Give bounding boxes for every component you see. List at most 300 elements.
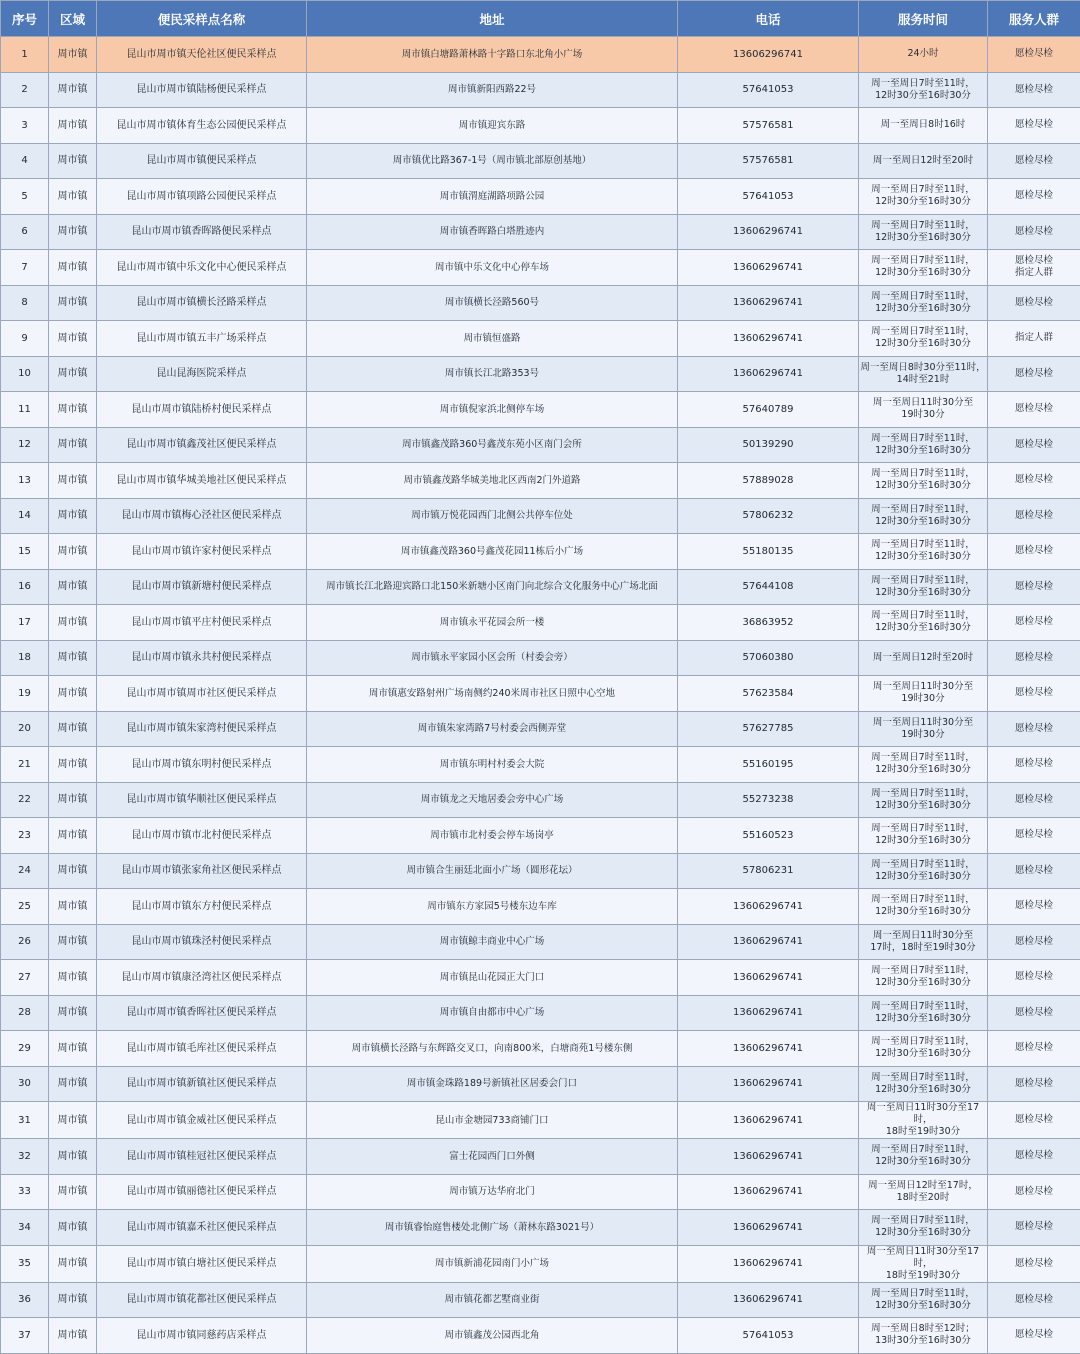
table-row xyxy=(1,1031,1080,1067)
cell-address: 周市镇鑫茂路360号鑫茂花园11栋后小广场 xyxy=(307,534,678,570)
cell-service-hours: 周一至周日7时至11时， 12时30分至16时30分 xyxy=(859,72,988,108)
cell-service-hours: 周一至周日7时至11时， 12时30分至16时30分 xyxy=(859,250,988,286)
cell-address: 昆山市金塘园733商铺门口 xyxy=(307,1102,678,1139)
cell-index: 8 xyxy=(1,285,49,321)
cell-service-group: 愿检尽检 xyxy=(988,1066,1080,1102)
cell-service-group: 愿检尽检 xyxy=(988,569,1080,605)
cell-service-hours: 周一至周日7时至11时， 12时30分至16时30分 xyxy=(859,1031,988,1067)
cell-address: 周市镇香晖路白塔胜迹内 xyxy=(307,214,678,250)
cell-area: 周市镇 xyxy=(49,960,97,996)
cell-phone: 57576581 xyxy=(678,108,859,144)
cell-area: 周市镇 xyxy=(49,321,97,357)
header-service-hours: 服务时间 xyxy=(859,1,988,37)
cell-area: 周市镇 xyxy=(49,889,97,925)
table-row xyxy=(1,179,1080,215)
cell-service-group: 愿检尽检 xyxy=(988,1031,1080,1067)
cell-phone: 13606296741 xyxy=(678,924,859,960)
cell-index: 17 xyxy=(1,605,49,641)
cell-area: 周市镇 xyxy=(49,463,97,499)
cell-service-hours: 周一至周日7时至11时， 12时30分至16时30分 xyxy=(859,1282,988,1318)
cell-service-group: 愿检尽检 指定人群 xyxy=(988,250,1080,286)
cell-index: 35 xyxy=(1,1245,49,1282)
cell-index: 14 xyxy=(1,498,49,534)
cell-phone: 57576581 xyxy=(678,143,859,179)
cell-index: 28 xyxy=(1,995,49,1031)
table-row xyxy=(1,1139,1080,1175)
table-row xyxy=(1,427,1080,463)
table-row xyxy=(1,108,1080,144)
table-row xyxy=(1,498,1080,534)
cell-service-group: 愿检尽检 xyxy=(988,747,1080,783)
cell-service-group: 愿检尽检 xyxy=(988,924,1080,960)
cell-index: 36 xyxy=(1,1282,49,1318)
cell-service-hours: 周一至周日7时至11时， 12时30分至16时30分 xyxy=(859,889,988,925)
cell-service-group: 愿检尽检 xyxy=(988,676,1080,712)
cell-address: 周市镇花都艺墅商业街 xyxy=(307,1282,678,1318)
cell-index: 23 xyxy=(1,818,49,854)
cell-site-name: 昆山市周市镇同慈药店采样点 xyxy=(97,1318,307,1354)
cell-phone: 55160523 xyxy=(678,818,859,854)
cell-index: 30 xyxy=(1,1066,49,1102)
cell-address: 周市镇鲸丰商业中心广场 xyxy=(307,924,678,960)
cell-index: 16 xyxy=(1,569,49,605)
table-row xyxy=(1,569,1080,605)
cell-address: 周市镇横长泾路560号 xyxy=(307,285,678,321)
cell-service-hours: 周一至周日11时30分至 19时30分 xyxy=(859,392,988,428)
cell-address: 周市镇永平花园会所一楼 xyxy=(307,605,678,641)
cell-site-name: 昆山市周市镇东明村便民采样点 xyxy=(97,747,307,783)
cell-service-hours: 周一至周日7时至11时， 12时30分至16时30分 xyxy=(859,782,988,818)
cell-address: 周市镇新阳西路22号 xyxy=(307,72,678,108)
cell-address: 周市镇合生丽廷北面小广场（圆形花坛） xyxy=(307,853,678,889)
table-row xyxy=(1,1282,1080,1318)
cell-phone: 13606296741 xyxy=(678,889,859,925)
cell-service-hours: 周一至周日7时至11时， 12时30分至16时30分 xyxy=(859,214,988,250)
cell-site-name: 昆山市周市镇香晖社区便民采样点 xyxy=(97,995,307,1031)
cell-index: 9 xyxy=(1,321,49,357)
table-row xyxy=(1,995,1080,1031)
cell-site-name: 昆山市周市镇华顺社区便民采样点 xyxy=(97,782,307,818)
cell-phone: 13606296741 xyxy=(678,250,859,286)
table-row xyxy=(1,321,1080,357)
cell-area: 周市镇 xyxy=(49,356,97,392)
cell-service-hours: 周一至周日7时至11时， 12时30分至16时30分 xyxy=(859,1139,988,1175)
cell-service-hours: 周一至周日7时至11时， 12时30分至16时30分 xyxy=(859,853,988,889)
cell-service-group: 愿检尽检 xyxy=(988,1139,1080,1175)
cell-area: 周市镇 xyxy=(49,853,97,889)
cell-index: 27 xyxy=(1,960,49,996)
cell-site-name: 昆山市周市镇中乐文化中心便民采样点 xyxy=(97,250,307,286)
cell-area: 周市镇 xyxy=(49,1066,97,1102)
cell-index: 11 xyxy=(1,392,49,428)
cell-service-hours: 周一至周日8时16时 xyxy=(859,108,988,144)
cell-service-hours: 周一至周日11时30分至17时， 18时至19时30分 xyxy=(859,1245,988,1282)
cell-service-group: 愿检尽检 xyxy=(988,995,1080,1031)
cell-area: 周市镇 xyxy=(49,1282,97,1318)
cell-site-name: 昆山市周市镇张家角社区便民采样点 xyxy=(97,853,307,889)
header-address: 地址 xyxy=(307,1,678,37)
cell-area: 周市镇 xyxy=(49,1102,97,1139)
table-row xyxy=(1,640,1080,676)
cell-phone: 57623584 xyxy=(678,676,859,712)
cell-site-name: 昆山市周市镇体育生态公园便民采样点 xyxy=(97,108,307,144)
cell-site-name: 昆山昆海医院采样点 xyxy=(97,356,307,392)
table-row xyxy=(1,250,1080,286)
cell-index: 12 xyxy=(1,427,49,463)
cell-service-group: 愿检尽检 xyxy=(988,427,1080,463)
cell-service-group: 愿检尽检 xyxy=(988,1174,1080,1210)
cell-area: 周市镇 xyxy=(49,179,97,215)
cell-index: 34 xyxy=(1,1210,49,1246)
cell-site-name: 昆山市周市镇香晖路便民采样点 xyxy=(97,214,307,250)
cell-area: 周市镇 xyxy=(49,285,97,321)
cell-area: 周市镇 xyxy=(49,924,97,960)
cell-index: 13 xyxy=(1,463,49,499)
cell-phone: 57060380 xyxy=(678,640,859,676)
table-row xyxy=(1,285,1080,321)
cell-index: 2 xyxy=(1,72,49,108)
cell-site-name: 昆山市周市镇珠泾村便民采样点 xyxy=(97,924,307,960)
cell-service-hours: 周一至周日7时至11时， 12时30分至16时30分 xyxy=(859,1210,988,1246)
cell-phone: 13606296741 xyxy=(678,285,859,321)
cell-address: 周市镇东明村村委会大院 xyxy=(307,747,678,783)
table-row xyxy=(1,356,1080,392)
cell-phone: 13606296741 xyxy=(678,1245,859,1282)
table-row xyxy=(1,747,1080,783)
table-row xyxy=(1,534,1080,570)
cell-phone: 13606296741 xyxy=(678,356,859,392)
cell-service-group: 愿检尽检 xyxy=(988,285,1080,321)
cell-service-hours: 周一至周日11时30分至 19时30分 xyxy=(859,676,988,712)
cell-address: 周市镇鑫茂路360号鑫茂东苑小区南门会所 xyxy=(307,427,678,463)
cell-service-hours: 周一至周日12时至20时 xyxy=(859,143,988,179)
cell-service-group: 愿检尽检 xyxy=(988,392,1080,428)
table-row xyxy=(1,214,1080,250)
cell-service-hours: 周一至周日7时至11时， 12时30分至16时30分 xyxy=(859,498,988,534)
cell-site-name: 昆山市周市镇周市社区便民采样点 xyxy=(97,676,307,712)
cell-address: 周市镇横长泾路与东辉路交叉口，向南800米，白塘商苑1号楼东侧 xyxy=(307,1031,678,1067)
cell-index: 1 xyxy=(1,37,49,73)
cell-address: 周市镇永平家园小区会所（村委会旁） xyxy=(307,640,678,676)
cell-site-name: 昆山市周市镇横长泾路采样点 xyxy=(97,285,307,321)
cell-service-hours: 周一至周日7时至11时， 12时30分至16时30分 xyxy=(859,605,988,641)
cell-area: 周市镇 xyxy=(49,427,97,463)
cell-service-group: 愿检尽检 xyxy=(988,498,1080,534)
cell-index: 6 xyxy=(1,214,49,250)
cell-service-hours: 周一至周日7时至11时， 12时30分至16时30分 xyxy=(859,179,988,215)
cell-site-name: 昆山市周市镇毛库社区便民采样点 xyxy=(97,1031,307,1067)
cell-service-hours: 周一至周日7时至11时， 12时30分至16时30分 xyxy=(859,463,988,499)
cell-phone: 13606296741 xyxy=(678,321,859,357)
cell-service-group: 愿检尽检 xyxy=(988,108,1080,144)
cell-site-name: 昆山市周市镇新镇社区便民采样点 xyxy=(97,1066,307,1102)
cell-phone: 57641053 xyxy=(678,72,859,108)
cell-site-name: 昆山市周市镇陆桥村便民采样点 xyxy=(97,392,307,428)
cell-service-hours: 周一至周日8时至12时； 13时30分至16时30分 xyxy=(859,1318,988,1354)
cell-address: 周市镇白塘路萧林路十字路口东北角小广场 xyxy=(307,37,678,73)
cell-area: 周市镇 xyxy=(49,392,97,428)
cell-address: 周市镇惠安路射州广场南侧约240米周市社区日照中心空地 xyxy=(307,676,678,712)
table-header-row xyxy=(1,1,1080,37)
header-phone: 电话 xyxy=(678,1,859,37)
cell-service-group: 愿检尽检 xyxy=(988,72,1080,108)
cell-index: 31 xyxy=(1,1102,49,1139)
cell-area: 周市镇 xyxy=(49,37,97,73)
cell-area: 周市镇 xyxy=(49,108,97,144)
cell-area: 周市镇 xyxy=(49,143,97,179)
cell-area: 周市镇 xyxy=(49,534,97,570)
cell-phone: 13606296741 xyxy=(678,1066,859,1102)
cell-site-name: 昆山市周市镇华城美地社区便民采样点 xyxy=(97,463,307,499)
cell-address: 周市镇朱家湾路7号村委会西侧弄堂 xyxy=(307,711,678,747)
cell-index: 19 xyxy=(1,676,49,712)
cell-service-hours: 周一至周日7时至11时， 12时30分至16时30分 xyxy=(859,960,988,996)
cell-area: 周市镇 xyxy=(49,1318,97,1354)
cell-index: 33 xyxy=(1,1174,49,1210)
cell-service-hours: 24小时 xyxy=(859,37,988,73)
cell-service-group: 指定人群 xyxy=(988,321,1080,357)
cell-index: 15 xyxy=(1,534,49,570)
cell-index: 7 xyxy=(1,250,49,286)
cell-service-group: 愿检尽检 xyxy=(988,889,1080,925)
cell-address: 周市镇睿怡庭售楼处北侧广场（萧林东路3021号） xyxy=(307,1210,678,1246)
cell-service-group: 愿检尽检 xyxy=(988,463,1080,499)
cell-site-name: 昆山市周市镇康泾湾社区便民采样点 xyxy=(97,960,307,996)
cell-service-hours: 周一至周日11时30分至17时， 18时至19时30分 xyxy=(859,1102,988,1139)
cell-area: 周市镇 xyxy=(49,1139,97,1175)
cell-area: 周市镇 xyxy=(49,711,97,747)
cell-service-group: 愿检尽检 xyxy=(988,960,1080,996)
cell-area: 周市镇 xyxy=(49,676,97,712)
cell-area: 周市镇 xyxy=(49,1031,97,1067)
table-row xyxy=(1,37,1080,73)
cell-phone: 57627785 xyxy=(678,711,859,747)
cell-site-name: 昆山市周市镇五丰广场采样点 xyxy=(97,321,307,357)
cell-service-hours: 周一至周日7时至11时， 12时30分至16时30分 xyxy=(859,747,988,783)
cell-phone: 13606296741 xyxy=(678,37,859,73)
table-row xyxy=(1,1245,1080,1282)
cell-service-hours: 周一至周日11时30分至 19时30分 xyxy=(859,711,988,747)
cell-service-hours: 周一至周日11时30分至 17时，18时至19时30分 xyxy=(859,924,988,960)
cell-address: 周市镇市北村委会停车场岗亭 xyxy=(307,818,678,854)
cell-area: 周市镇 xyxy=(49,569,97,605)
cell-service-group: 愿检尽检 xyxy=(988,1282,1080,1318)
cell-address: 周市镇恒盛路 xyxy=(307,321,678,357)
cell-address: 周市镇优比路367-1号（周市镇北部原创基地） xyxy=(307,143,678,179)
cell-address: 周市镇龙之天地居委会旁中心广场 xyxy=(307,782,678,818)
header-site-name: 便民采样点名称 xyxy=(97,1,307,37)
cell-service-group: 愿检尽检 xyxy=(988,37,1080,73)
cell-service-group: 愿检尽检 xyxy=(988,534,1080,570)
cell-service-group: 愿检尽检 xyxy=(988,1245,1080,1282)
cell-site-name: 昆山市周市镇东方村便民采样点 xyxy=(97,889,307,925)
cell-phone: 13606296741 xyxy=(678,960,859,996)
cell-index: 32 xyxy=(1,1139,49,1175)
table-row xyxy=(1,818,1080,854)
table-row xyxy=(1,143,1080,179)
cell-site-name: 昆山市周市镇朱家湾村便民采样点 xyxy=(97,711,307,747)
cell-phone: 13606296741 xyxy=(678,214,859,250)
table-row xyxy=(1,924,1080,960)
cell-address: 周市镇中乐文化中心停车场 xyxy=(307,250,678,286)
cell-index: 37 xyxy=(1,1318,49,1354)
cell-address: 周市镇长江北路353号 xyxy=(307,356,678,392)
table-row xyxy=(1,1174,1080,1210)
table-row xyxy=(1,960,1080,996)
cell-index: 25 xyxy=(1,889,49,925)
table-row xyxy=(1,853,1080,889)
cell-service-hours: 周一至周日7时至11时， 12时30分至16时30分 xyxy=(859,995,988,1031)
cell-area: 周市镇 xyxy=(49,72,97,108)
cell-index: 3 xyxy=(1,108,49,144)
table-row xyxy=(1,782,1080,818)
cell-site-name: 昆山市周市镇陆杨便民采样点 xyxy=(97,72,307,108)
cell-area: 周市镇 xyxy=(49,818,97,854)
cell-address: 周市镇迎宾东路 xyxy=(307,108,678,144)
table-row xyxy=(1,889,1080,925)
table-row xyxy=(1,711,1080,747)
cell-phone: 57889028 xyxy=(678,463,859,499)
cell-site-name: 昆山市周市镇梅心泾社区便民采样点 xyxy=(97,498,307,534)
cell-address: 周市镇东方家园5号楼东边车库 xyxy=(307,889,678,925)
cell-phone: 55180135 xyxy=(678,534,859,570)
cell-service-group: 愿检尽检 xyxy=(988,1102,1080,1139)
cell-phone: 13606296741 xyxy=(678,1282,859,1318)
cell-phone: 57641053 xyxy=(678,179,859,215)
cell-service-group: 愿检尽检 xyxy=(988,214,1080,250)
cell-phone: 57640789 xyxy=(678,392,859,428)
cell-service-group: 愿检尽检 xyxy=(988,1318,1080,1354)
cell-phone: 57641053 xyxy=(678,1318,859,1354)
cell-address: 周市镇昆山花园正大门口 xyxy=(307,960,678,996)
cell-phone: 13606296741 xyxy=(678,1174,859,1210)
cell-service-hours: 周一至周日7时至11时， 12时30分至16时30分 xyxy=(859,321,988,357)
cell-address: 周市镇鑫茂路华城美地北区西南2门外道路 xyxy=(307,463,678,499)
cell-address: 周市镇金珠路189号新镇社区居委会门口 xyxy=(307,1066,678,1102)
cell-phone: 55273238 xyxy=(678,782,859,818)
table-row xyxy=(1,1210,1080,1246)
cell-phone: 50139290 xyxy=(678,427,859,463)
cell-site-name: 昆山市周市镇天伦社区便民采样点 xyxy=(97,37,307,73)
cell-service-hours: 周一至周日7时至11时， 12时30分至16时30分 xyxy=(859,534,988,570)
cell-index: 5 xyxy=(1,179,49,215)
cell-site-name: 昆山市周市镇市北村便民采样点 xyxy=(97,818,307,854)
cell-service-hours: 周一至周日7时至11时， 12时30分至16时30分 xyxy=(859,285,988,321)
cell-site-name: 昆山市周市镇新塘村便民采样点 xyxy=(97,569,307,605)
cell-index: 10 xyxy=(1,356,49,392)
cell-address: 周市镇倪家浜北侧停车场 xyxy=(307,392,678,428)
cell-service-group: 愿检尽检 xyxy=(988,143,1080,179)
table-row xyxy=(1,1318,1080,1354)
cell-index: 22 xyxy=(1,782,49,818)
cell-area: 周市镇 xyxy=(49,214,97,250)
table-row xyxy=(1,1066,1080,1102)
cell-site-name: 昆山市周市镇鑫茂社区便民采样点 xyxy=(97,427,307,463)
header-service-group: 服务人群 xyxy=(988,1,1080,37)
cell-service-group: 愿检尽检 xyxy=(988,711,1080,747)
cell-address: 周市镇渭庭湖路项路公园 xyxy=(307,179,678,215)
cell-site-name: 昆山市周市镇便民采样点 xyxy=(97,143,307,179)
cell-phone: 57644108 xyxy=(678,569,859,605)
cell-phone: 13606296741 xyxy=(678,995,859,1031)
cell-service-hours: 周一至周日7时至11时， 12时30分至16时30分 xyxy=(859,569,988,605)
table-row xyxy=(1,676,1080,712)
table-row xyxy=(1,605,1080,641)
cell-service-hours: 周一至周日7时至11时， 12时30分至16时30分 xyxy=(859,1066,988,1102)
cell-site-name: 昆山市周市镇桂冠社区便民采样点 xyxy=(97,1139,307,1175)
cell-service-group: 愿检尽检 xyxy=(988,1210,1080,1246)
cell-index: 29 xyxy=(1,1031,49,1067)
cell-service-hours: 周一至周日7时至11时， 12时30分至16时30分 xyxy=(859,818,988,854)
cell-area: 周市镇 xyxy=(49,1210,97,1246)
cell-address: 周市镇自由都市中心广场 xyxy=(307,995,678,1031)
table-row xyxy=(1,1102,1080,1139)
table-row xyxy=(1,392,1080,428)
cell-area: 周市镇 xyxy=(49,605,97,641)
cell-address: 周市镇长江北路迎宾路口北150米新塘小区南门向北综合文化服务中心广场北面 xyxy=(307,569,678,605)
cell-service-group: 愿检尽检 xyxy=(988,605,1080,641)
cell-phone: 13606296741 xyxy=(678,1210,859,1246)
cell-site-name: 昆山市周市镇丽德社区便民采样点 xyxy=(97,1174,307,1210)
cell-area: 周市镇 xyxy=(49,995,97,1031)
cell-phone: 57806231 xyxy=(678,853,859,889)
cell-index: 24 xyxy=(1,853,49,889)
cell-phone: 13606296741 xyxy=(678,1031,859,1067)
cell-site-name: 昆山市周市镇永共村便民采样点 xyxy=(97,640,307,676)
cell-service-group: 愿检尽检 xyxy=(988,782,1080,818)
table-row xyxy=(1,72,1080,108)
cell-service-hours: 周一至周日7时至11时， 12时30分至16时30分 xyxy=(859,427,988,463)
header-index: 序号 xyxy=(1,1,49,37)
cell-site-name: 昆山市周市镇许家村便民采样点 xyxy=(97,534,307,570)
cell-address: 富士花园西门口外侧 xyxy=(307,1139,678,1175)
cell-phone: 57806232 xyxy=(678,498,859,534)
cell-phone: 13606296741 xyxy=(678,1102,859,1139)
cell-phone: 36863952 xyxy=(678,605,859,641)
cell-address: 周市镇新浦花园南门小广场 xyxy=(307,1245,678,1282)
cell-index: 21 xyxy=(1,747,49,783)
cell-address: 周市镇鑫茂公园西北角 xyxy=(307,1318,678,1354)
cell-area: 周市镇 xyxy=(49,1174,97,1210)
cell-index: 18 xyxy=(1,640,49,676)
cell-phone: 55160195 xyxy=(678,747,859,783)
cell-service-group: 愿检尽检 xyxy=(988,853,1080,889)
cell-site-name: 昆山市周市镇项路公园便民采样点 xyxy=(97,179,307,215)
cell-area: 周市镇 xyxy=(49,640,97,676)
cell-phone: 13606296741 xyxy=(678,1139,859,1175)
cell-address: 周市镇万达华府北门 xyxy=(307,1174,678,1210)
cell-service-hours: 周一至周日12时至17时， 18时至20时 xyxy=(859,1174,988,1210)
cell-service-group: 愿检尽检 xyxy=(988,179,1080,215)
cell-service-group: 愿检尽检 xyxy=(988,356,1080,392)
cell-service-hours: 周一至周日8时30分至11时， 14时至21时 xyxy=(859,356,988,392)
cell-site-name: 昆山市周市镇金威社区便民采样点 xyxy=(97,1102,307,1139)
table-row xyxy=(1,463,1080,499)
cell-area: 周市镇 xyxy=(49,250,97,286)
cell-site-name: 昆山市周市镇花都社区便民采样点 xyxy=(97,1282,307,1318)
cell-index: 4 xyxy=(1,143,49,179)
cell-site-name: 昆山市周市镇平庄村便民采样点 xyxy=(97,605,307,641)
cell-service-group: 愿检尽检 xyxy=(988,640,1080,676)
cell-area: 周市镇 xyxy=(49,747,97,783)
cell-area: 周市镇 xyxy=(49,782,97,818)
cell-site-name: 昆山市周市镇嘉禾社区便民采样点 xyxy=(97,1210,307,1246)
header-area: 区域 xyxy=(49,1,97,37)
cell-service-hours: 周一至周日12时至20时 xyxy=(859,640,988,676)
cell-area: 周市镇 xyxy=(49,498,97,534)
cell-address: 周市镇万悦花园西门北侧公共停车位处 xyxy=(307,498,678,534)
cell-area: 周市镇 xyxy=(49,1245,97,1282)
